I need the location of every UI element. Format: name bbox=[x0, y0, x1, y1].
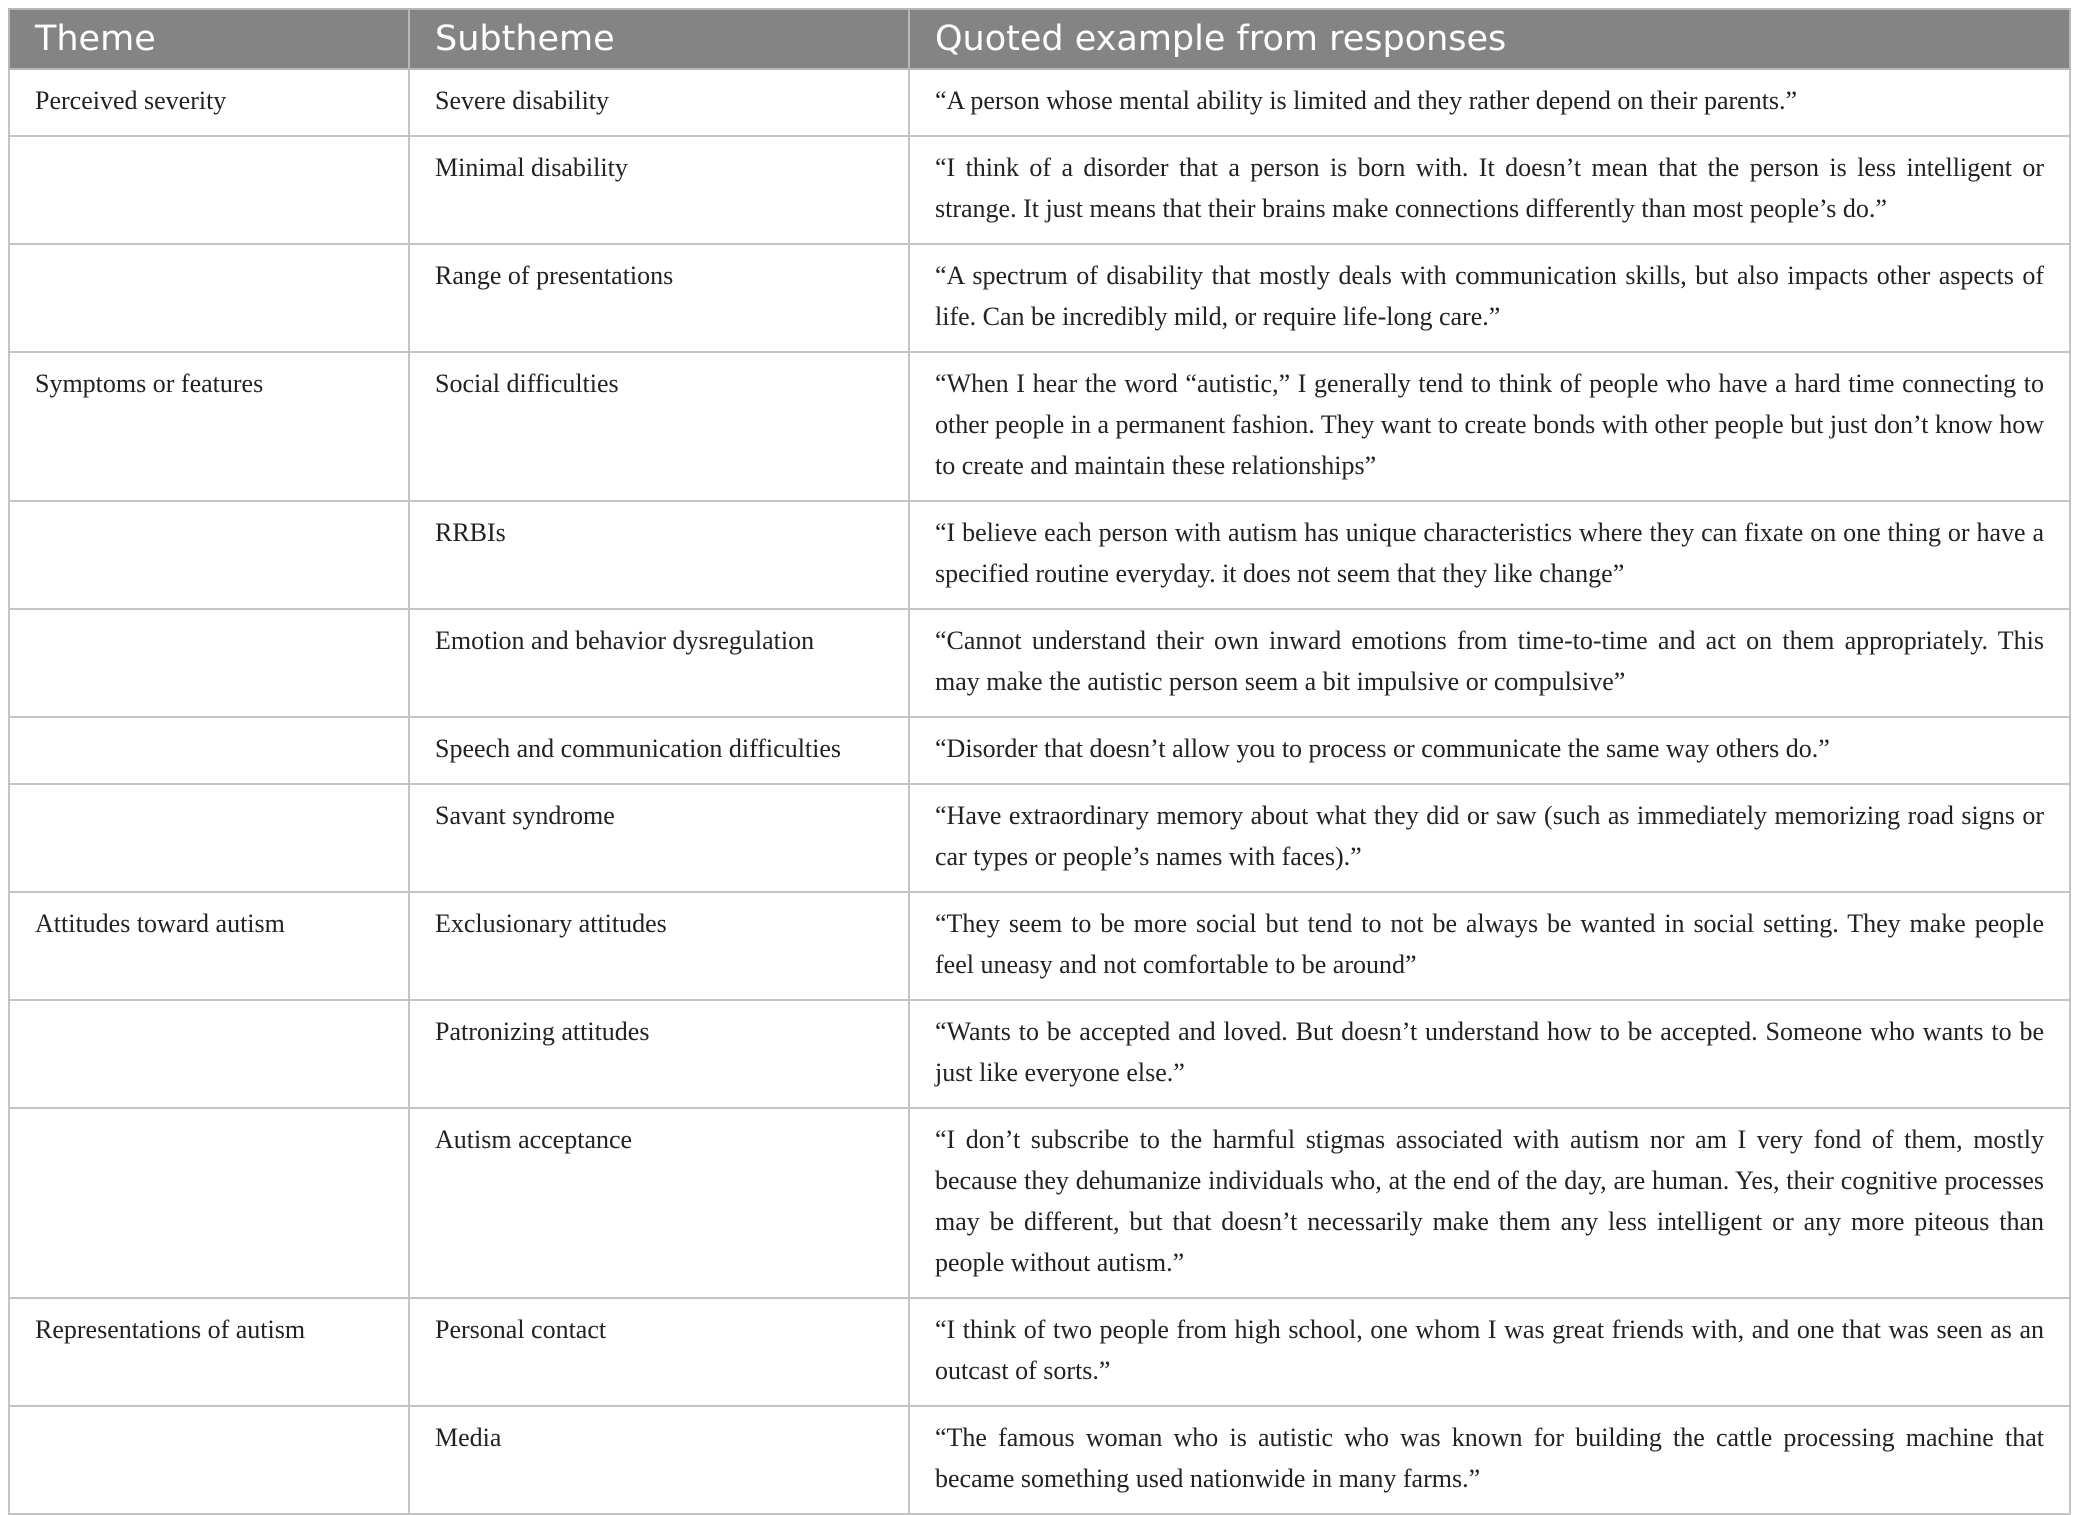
themes-table bbox=[8, 8, 2071, 1515]
table-row bbox=[9, 1000, 2070, 1108]
theme-cell: Representations of autism bbox=[9, 1298, 409, 1406]
subtheme-cell: Speech and communication difficulties bbox=[409, 717, 909, 784]
header-quote: Quoted example from responses bbox=[909, 9, 2070, 69]
quote-cell: “Wants to be accepted and loved. But doesn’t understand how to be accepted. Someone who wants to be just like everyone else.” bbox=[909, 1000, 2070, 1108]
table-row bbox=[9, 784, 2070, 892]
quote-cell: “I think of a disorder that a person is born with. It doesn’t mean that the person is less intelligent or strange. It just means that their brains make connections differently than most people’s do.” bbox=[909, 136, 2070, 244]
theme-cell bbox=[9, 501, 409, 609]
quote-cell: “Cannot understand their own inward emotions from time-to-time and act on them appropriately. This may make the autistic person seem a bit impulsive or compulsive” bbox=[909, 609, 2070, 717]
subtheme-cell: Social difficulties bbox=[409, 352, 909, 501]
table-row bbox=[9, 501, 2070, 609]
table-row bbox=[9, 1108, 2070, 1298]
subtheme-cell: Patronizing attitudes bbox=[409, 1000, 909, 1108]
quote-cell: “I don’t subscribe to the harmful stigmas associated with autism nor am I very fond of them, mostly because they dehumanize individuals who, at the end of the day, are human. Yes, their cognitive processes may be different, but that doesn’t necessarily make them any less intelligent or any more piteous than people without autism.” bbox=[909, 1108, 2070, 1298]
subtheme-cell: Emotion and behavior dysregulation bbox=[409, 609, 909, 717]
quote-cell: “A person whose mental ability is limited and they rather depend on their parents.” bbox=[909, 69, 2070, 136]
table-row bbox=[9, 1406, 2070, 1514]
quote-cell: “When I hear the word “autistic,” I generally tend to think of people who have a hard time connecting to other people in a permanent fashion. They want to create bonds with other people but just don’t know how to create and maintain these relationships” bbox=[909, 352, 2070, 501]
subtheme-cell: Minimal disability bbox=[409, 136, 909, 244]
subtheme-cell: RRBIs bbox=[409, 501, 909, 609]
quote-cell: “They seem to be more social but tend to not be always be wanted in social setting. They make people feel uneasy and not comfortable to be around” bbox=[909, 892, 2070, 1000]
quote-cell: “Have extraordinary memory about what they did or saw (such as immediately memorizing road signs or car types or people’s names with faces).” bbox=[909, 784, 2070, 892]
table-body bbox=[9, 69, 2070, 1514]
table-row bbox=[9, 717, 2070, 784]
subtheme-cell: Range of presentations bbox=[409, 244, 909, 352]
theme-cell bbox=[9, 1108, 409, 1298]
table-row bbox=[9, 244, 2070, 352]
theme-cell bbox=[9, 784, 409, 892]
quote-cell: “Disorder that doesn’t allow you to process or communicate the same way others do.” bbox=[909, 717, 2070, 784]
subtheme-cell: Exclusionary attitudes bbox=[409, 892, 909, 1000]
theme-cell: Perceived severity bbox=[9, 69, 409, 136]
table-row bbox=[9, 609, 2070, 717]
subtheme-cell: Autism acceptance bbox=[409, 1108, 909, 1298]
subtheme-cell: Personal contact bbox=[409, 1298, 909, 1406]
theme-cell bbox=[9, 609, 409, 717]
theme-cell bbox=[9, 1000, 409, 1108]
header-row bbox=[9, 9, 2070, 69]
table-row bbox=[9, 1298, 2070, 1406]
quote-cell: “I believe each person with autism has unique characteristics where they can fixate on one thing or have a specified routine everyday. it does not seem that they like change” bbox=[909, 501, 2070, 609]
subtheme-cell: Media bbox=[409, 1406, 909, 1514]
quote-cell: “A spectrum of disability that mostly deals with communication skills, but also impacts other aspects of life. Can be incredibly mild, or require life-long care.” bbox=[909, 244, 2070, 352]
table-row bbox=[9, 352, 2070, 501]
header-subtheme: Subtheme bbox=[409, 9, 909, 69]
quote-cell: “I think of two people from high school, one whom I was great friends with, and one that was seen as an outcast of sorts.” bbox=[909, 1298, 2070, 1406]
themes-table-container bbox=[8, 8, 2069, 1515]
subtheme-cell: Severe disability bbox=[409, 69, 909, 136]
table-row bbox=[9, 69, 2070, 136]
subtheme-cell: Savant syndrome bbox=[409, 784, 909, 892]
theme-cell bbox=[9, 1406, 409, 1514]
theme-cell bbox=[9, 717, 409, 784]
theme-cell bbox=[9, 244, 409, 352]
theme-cell: Symptoms or features bbox=[9, 352, 409, 501]
quote-cell: “The famous woman who is autistic who was known for building the cattle processing machine that became something used nationwide in many farms.” bbox=[909, 1406, 2070, 1514]
theme-cell bbox=[9, 136, 409, 244]
theme-cell: Attitudes toward autism bbox=[9, 892, 409, 1000]
table-header bbox=[9, 9, 2070, 69]
table-row bbox=[9, 136, 2070, 244]
header-theme: Theme bbox=[9, 9, 409, 69]
table-row bbox=[9, 892, 2070, 1000]
